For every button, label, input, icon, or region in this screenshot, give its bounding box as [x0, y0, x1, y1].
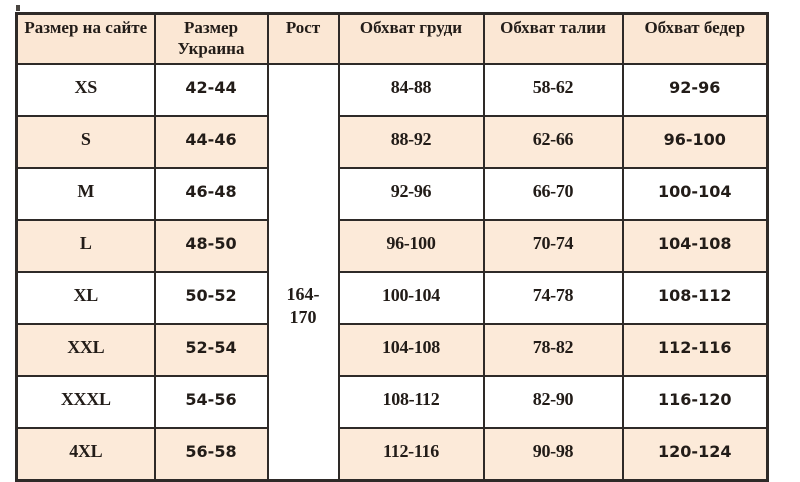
- cell-chest: 92-96: [339, 168, 484, 220]
- column-header-hips: Обхват бедер: [623, 14, 768, 65]
- table-row-s: [17, 116, 768, 168]
- column-header-height: Рост: [268, 14, 339, 65]
- cell-waist: 78-82: [484, 324, 623, 376]
- column-header-waist: Обхват талии: [484, 14, 623, 65]
- cell-ukraine-size: 46-48: [155, 168, 268, 220]
- height-value-line1: 164-: [286, 284, 320, 304]
- cell-chest: 100-104: [339, 272, 484, 324]
- cell-hips: 104-108: [623, 220, 768, 272]
- cell-hips: 92-96: [623, 64, 768, 116]
- cell-ukraine-size: 56-58: [155, 428, 268, 481]
- cell-size-name: S: [17, 116, 155, 168]
- table-row-l: [17, 220, 768, 272]
- cell-size-name: 4XL: [17, 428, 155, 481]
- cell-size-name: XXL: [17, 324, 155, 376]
- cell-chest: 108-112: [339, 376, 484, 428]
- column-header-chest: Обхват груди: [339, 14, 484, 65]
- height-value-line2: 170: [289, 306, 317, 327]
- cell-ukraine-size: 44-46: [155, 116, 268, 168]
- cell-ukraine-size: 48-50: [155, 220, 268, 272]
- cell-waist: 58-62: [484, 64, 623, 116]
- header-row: [17, 14, 768, 65]
- cell-ukraine-size: 42-44: [155, 64, 268, 116]
- cell-hips: 116-120: [623, 376, 768, 428]
- cell-hips: 120-124: [623, 428, 768, 481]
- cell-hips: 96-100: [623, 116, 768, 168]
- table-row-4xl: [17, 428, 768, 481]
- cell-chest: 88-92: [339, 116, 484, 168]
- cell-chest: 96-100: [339, 220, 484, 272]
- cell-chest: 112-116: [339, 428, 484, 481]
- cell-chest: 104-108: [339, 324, 484, 376]
- cell-waist: 70-74: [484, 220, 623, 272]
- cell-waist: 82-90: [484, 376, 623, 428]
- size-chart-table: [15, 12, 769, 482]
- cell-size-name: XXXL: [17, 376, 155, 428]
- table-row-xxxl: [17, 376, 768, 428]
- column-header-site-size: Размер на сайте: [17, 14, 155, 65]
- cell-hips: 112-116: [623, 324, 768, 376]
- table-row-xs: [17, 64, 768, 116]
- table-row-m: [17, 168, 768, 220]
- cell-height-merged: [268, 64, 339, 481]
- cell-waist: 62-66: [484, 116, 623, 168]
- cell-size-name: L: [17, 220, 155, 272]
- cell-hips: 100-104: [623, 168, 768, 220]
- cell-waist: 90-98: [484, 428, 623, 481]
- scan-artifact-mark: [16, 5, 20, 11]
- cell-size-name: XL: [17, 272, 155, 324]
- cell-chest: 84-88: [339, 64, 484, 116]
- cell-size-name: XS: [17, 64, 155, 116]
- cell-size-name: M: [17, 168, 155, 220]
- cell-ukraine-size: 52-54: [155, 324, 268, 376]
- column-header-ukraine-size: Размер Украина: [155, 14, 268, 65]
- cell-waist: 66-70: [484, 168, 623, 220]
- cell-hips: 108-112: [623, 272, 768, 324]
- cell-ukraine-size: 54-56: [155, 376, 268, 428]
- table-row-xl: [17, 272, 768, 324]
- table-row-xxl: [17, 324, 768, 376]
- cell-ukraine-size: 50-52: [155, 272, 268, 324]
- cell-waist: 74-78: [484, 272, 623, 324]
